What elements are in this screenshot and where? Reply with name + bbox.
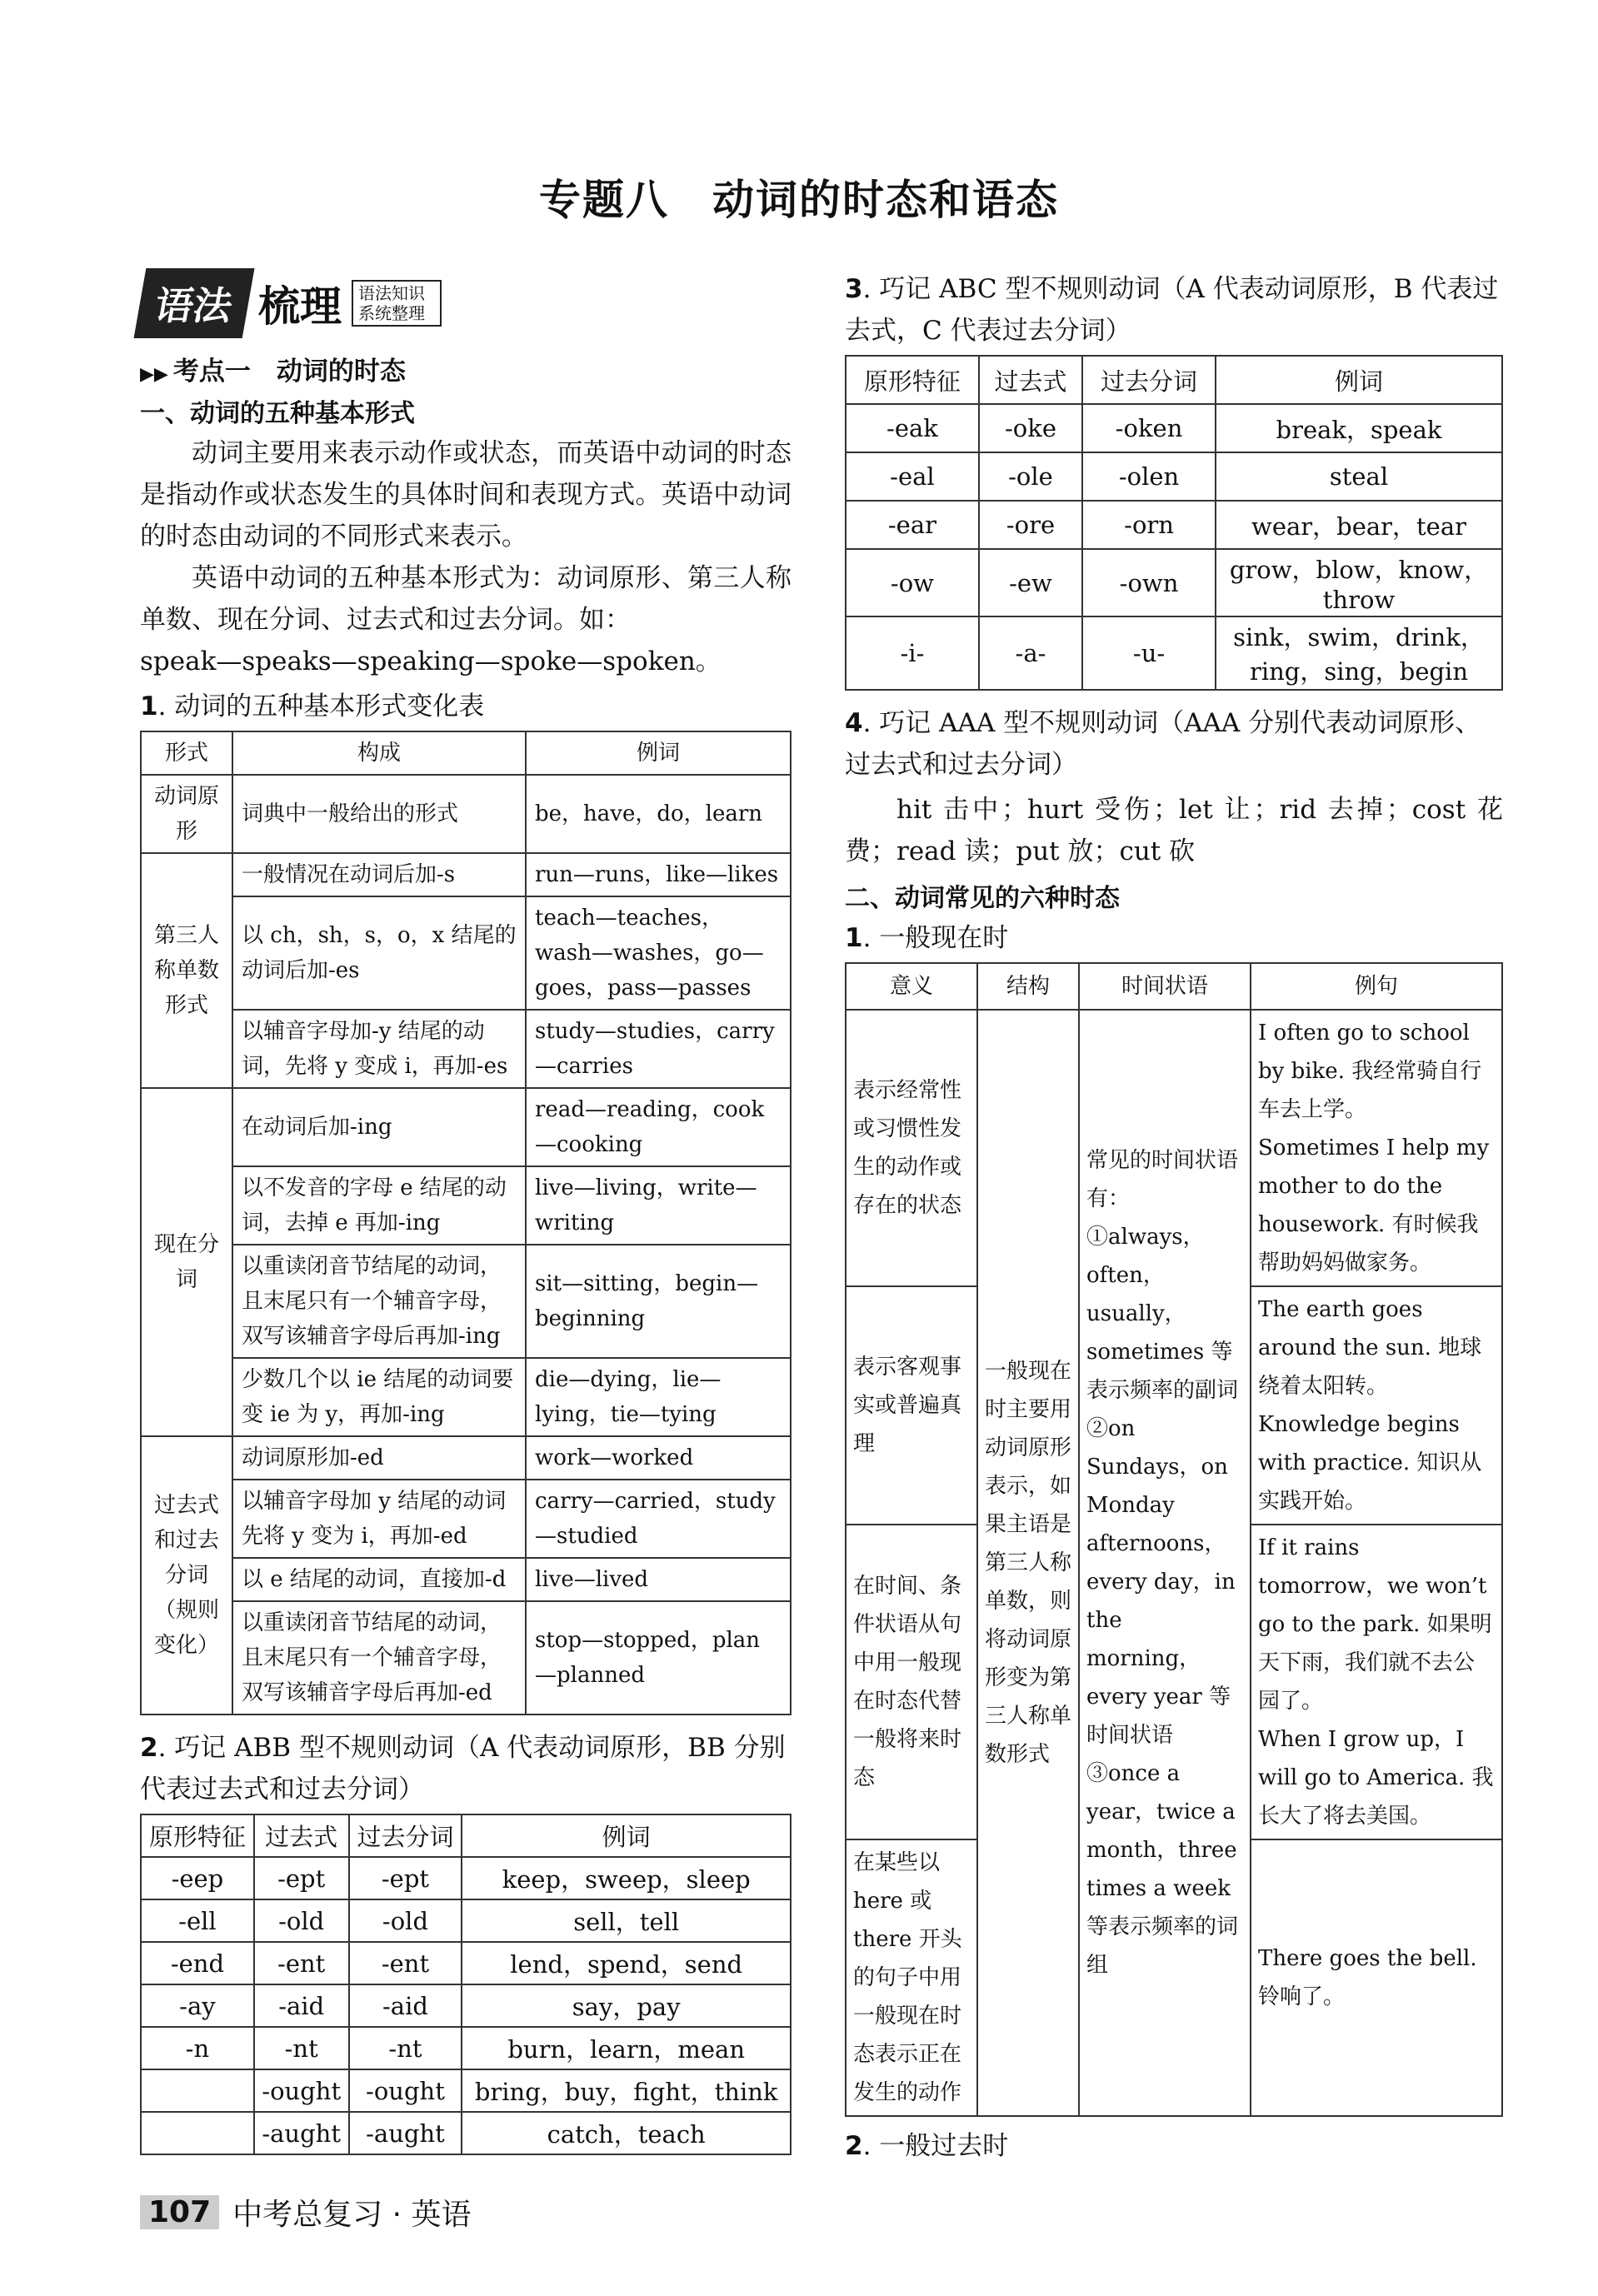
footer-text: 中考总复习 · 英语 — [232, 2198, 472, 2232]
example-cell: carry—carried，study—studied — [526, 1480, 791, 1558]
table-header-row — [141, 1814, 791, 1857]
example-cell: read—reading，cook—cooking — [526, 1088, 791, 1166]
example-sentence: I often go to school by bike. 我经常骑自行车去上学。 — [1258, 1021, 1482, 1122]
table-row — [141, 853, 791, 896]
rule-cell: 以 e 结尾的动词，直接加-d — [232, 1558, 526, 1601]
table-cell: -ew — [979, 549, 1082, 616]
rule-cell: 一般情况在动词后加-s — [232, 853, 526, 896]
table-cell: -end — [141, 1942, 254, 1984]
form-cell: 动词原形 — [141, 775, 232, 853]
table-header: 例词 — [526, 731, 791, 775]
table-cell: -orn — [1082, 501, 1216, 549]
table-header: 原形特征 — [141, 1814, 254, 1857]
part-heading: 二、动词常见的六种时态 — [845, 884, 1120, 913]
rule-cell: 以重读闭音节结尾的动词，且末尾只有一个辅音字母，双写该辅音字母后再加-ing — [232, 1245, 526, 1358]
table-cell: -ought — [349, 2069, 462, 2112]
paragraph: 英语中动词的五种基本形式为：动词原形、第三人称单数、现在分词、过去式和过去分词。如： — [140, 563, 792, 635]
table-header: 意义 — [846, 963, 977, 1010]
table-cell: -eak — [846, 404, 979, 452]
page-title: 专题八 动词的时态和语态 — [539, 175, 1059, 224]
table-row — [141, 1166, 791, 1245]
page-footer — [140, 2191, 472, 2234]
table-header: 过去分词 — [349, 1814, 462, 1857]
example-cell — [1251, 1839, 1502, 2116]
table-cell: -nt — [254, 2027, 349, 2069]
example-cell: be，have，do，learn — [526, 775, 791, 853]
table-cell: -aid — [254, 1984, 349, 2027]
table-cell: -ell — [141, 1899, 254, 1942]
rule-cell: 以不发音的字母 e 结尾的动词，去掉 e 再加-ing — [232, 1166, 526, 1245]
example-sentence: The earth goes around the sun. 地球绕着太阳转。 — [1258, 1297, 1482, 1399]
paragraph: hit 击中；hurt 受伤；let 让；rid 去掉；cost 花费；read 读；put 放；cut 砍 — [845, 795, 1503, 866]
table-cell: -aught — [254, 2112, 349, 2154]
table-cell: -ought — [254, 2069, 349, 2112]
simple-present-table — [845, 962, 1503, 2117]
example-cell — [1251, 1286, 1502, 1525]
example-cell: study—studies，carry—carries — [526, 1010, 791, 1088]
table-row — [141, 2027, 791, 2069]
table-cell: burn，learn，mean — [462, 2027, 791, 2069]
right-column — [845, 265, 1503, 2170]
table-cell: -oken — [1082, 404, 1216, 452]
table-row — [141, 1601, 791, 1715]
table-row — [141, 1010, 791, 1088]
table-cell — [141, 2069, 254, 2112]
table-header: 时间状语 — [1079, 963, 1251, 1010]
table-row — [141, 1088, 791, 1166]
form-cell: 第三人称单数形式 — [141, 853, 232, 1088]
example-sentence: There goes the bell. 铃响了。 — [1258, 1946, 1477, 2009]
table-header-row — [846, 356, 1502, 404]
table-cell: sell，tell — [462, 1899, 791, 1942]
table-cell: -old — [254, 1899, 349, 1942]
form-cell: 过去式和过去分词（规则变化） — [141, 1436, 232, 1715]
table-cell: say，pay — [462, 1984, 791, 2027]
table-cell: grow，blow，know，throw — [1216, 549, 1502, 616]
example-cell: run—runs，like—likes — [526, 853, 791, 896]
meaning-cell: 表示客观事实或普遍真理 — [846, 1286, 977, 1525]
table-row — [846, 616, 1502, 690]
table-cell: -aid — [349, 1984, 462, 2027]
logo-sub-text: 语法知识系统整理 — [352, 280, 442, 327]
table-cell: -ear — [846, 501, 979, 549]
example-cell: work—worked — [526, 1436, 791, 1480]
item-heading: 3. 巧记 ABC 型不规则动词（A 代表动词原形，B 代表过去式，C 代表过去分词） — [845, 274, 1499, 346]
table-row — [846, 1010, 1502, 1286]
meaning-cell: 在时间、条件状语从句中用一般现在时态代替一般将来时态 — [846, 1525, 977, 1839]
table-cell: sink，swim，drink，ring，sing，begin — [1216, 616, 1502, 690]
table-header: 过去分词 — [1082, 356, 1216, 404]
meaning-cell: 在某些以 here 或 there 开头的句子中用一般现在时态表示正在发生的动作 — [846, 1839, 977, 2116]
table-cell: -ent — [349, 1942, 462, 1984]
table-cell: lend，spend，send — [462, 1942, 791, 1984]
table-cell: bring，buy，fight，think — [462, 2069, 791, 2112]
meaning-cell: 表示经常性或习惯性发生的动作或存在的状态 — [846, 1010, 977, 1286]
example-sentence: Sometimes I help my mother to do the housework. 有时候我帮助妈妈做家务。 — [1258, 1136, 1490, 1275]
logo-main-text: 梳理 — [258, 282, 342, 331]
logo-boxed-text: 语法 — [134, 268, 255, 338]
table-header: 例句 — [1251, 963, 1502, 1010]
item-heading: 1. 动词的五种基本形式变化表 — [140, 691, 485, 721]
table-cell: -ole — [979, 452, 1082, 501]
table-cell: -i- — [846, 616, 979, 690]
table-header: 形式 — [141, 731, 232, 775]
table-cell: -nt — [349, 2027, 462, 2069]
item-heading: 2. 巧记 ABB 型不规则动词（A 代表动词原形，BB 分别代表过去式和过去分词） — [140, 1733, 786, 1804]
table-header: 原形特征 — [846, 356, 979, 404]
rule-cell: 少数几个以 ie 结尾的动词要变 ie 为 y，再加-ing — [232, 1358, 526, 1436]
example-cell — [1251, 1010, 1502, 1286]
table-cell: break，speak — [1216, 404, 1502, 452]
table-cell: -ent — [254, 1942, 349, 1984]
left-column — [140, 265, 792, 2155]
table-cell: -eal — [846, 452, 979, 501]
part-heading: 一、动词的五种基本形式 — [140, 399, 415, 428]
table-row — [846, 549, 1502, 616]
table-header-row — [846, 963, 1502, 1010]
structure-cell: 一般现在时主要用动词原形表示，如果主语是第三人称单数，则将动词原形变为第三人称单数形式 — [977, 1010, 1079, 2116]
table-header: 过去式 — [979, 356, 1082, 404]
table-cell: -ept — [254, 1857, 349, 1899]
rule-cell: 在动词后加-ing — [232, 1088, 526, 1166]
double-arrow-icon: ▶▶ — [140, 364, 168, 385]
table-row — [141, 1358, 791, 1436]
item-heading: 1. 一般现在时 — [845, 923, 1009, 953]
table-cell: -oke — [979, 404, 1082, 452]
verb-forms-table — [140, 731, 792, 1715]
page-number: 107 — [140, 2195, 219, 2229]
table-row — [141, 1436, 791, 1480]
example-cell: teach—teaches， wash—washes，go—goes，pass—passes — [526, 896, 791, 1010]
table-header: 例词 — [462, 1814, 791, 1857]
rule-cell: 动词原形加-ed — [232, 1436, 526, 1480]
table-header-row — [141, 731, 791, 775]
table-row — [141, 1558, 791, 1601]
table-row — [141, 1480, 791, 1558]
table-row — [141, 2112, 791, 2154]
example-cell: stop—stopped，plan—planned — [526, 1601, 791, 1715]
table-cell: -olen — [1082, 452, 1216, 501]
item-heading: 4. 巧记 AAA 型不规则动词（AAA 分别代表动词原形、过去式和过去分词） — [845, 708, 1481, 780]
abb-verbs-table — [140, 1814, 792, 2155]
table-row — [846, 404, 1502, 452]
table-row — [141, 2069, 791, 2112]
table-cell: -a- — [979, 616, 1082, 690]
example-cell — [1251, 1525, 1502, 1839]
section-heading: ▶▶ 考点一 动词的时态 — [140, 357, 406, 387]
example-sentence: When I grow up，I will go to America. 我长大了将去美国。 — [1258, 1727, 1494, 1829]
table-cell: keep，sweep，sleep — [462, 1857, 791, 1899]
table-header: 过去式 — [254, 1814, 349, 1857]
section-logo — [140, 265, 792, 342]
table-cell: -ow — [846, 549, 979, 616]
table-row — [141, 1245, 791, 1358]
table-header: 例词 — [1216, 356, 1502, 404]
table-cell: catch，teach — [462, 2112, 791, 2154]
table-row — [141, 1857, 791, 1899]
example-cell: live—lived — [526, 1558, 791, 1601]
table-cell: wear，bear，tear — [1216, 501, 1502, 549]
table-cell: steal — [1216, 452, 1502, 501]
table-cell: -old — [349, 1899, 462, 1942]
rule-cell: 词典中一般给出的形式 — [232, 775, 526, 853]
table-cell: -u- — [1082, 616, 1216, 690]
table-cell: -own — [1082, 549, 1216, 616]
table-row — [141, 896, 791, 1010]
paragraph: 动词主要用来表示动作或状态，而英语中动词的时态是指动作或状态发生的具体时间和表现方式。英语中动词的时态由动词的不同形式来表示。 — [140, 438, 792, 552]
table-row — [141, 1984, 791, 2027]
table-row — [141, 1942, 791, 1984]
rule-cell: 以 ch，sh，s，o，x 结尾的动词后加-es — [232, 896, 526, 1010]
rule-cell: 以重读闭音节结尾的动词，且末尾只有一个辅音字母，双写该辅音字母后再加-ed — [232, 1601, 526, 1715]
example-sentence: Knowledge begins with practice. 知识从实践开始。 — [1258, 1412, 1482, 1514]
time-adverbial-cell: 常见的时间状语有：①always，often，usually，sometimes 等表示频率的副词 ②on Sundays，on Monday afternoons，every day，in the morning，every year 等时间状语 ③once a year，twice a month，three times a week 等表示频率的词组 — [1079, 1010, 1251, 2116]
form-cell: 现在分词 — [141, 1088, 232, 1436]
abc-verbs-table — [845, 355, 1503, 691]
table-row — [141, 775, 791, 853]
table-header: 构成 — [232, 731, 526, 775]
table-row — [846, 452, 1502, 501]
table-row — [846, 501, 1502, 549]
table-cell: -n — [141, 2027, 254, 2069]
rule-cell: 以辅音字母加 y 结尾的动词先将 y 变为 i，再加-ed — [232, 1480, 526, 1558]
example-cell: sit—sitting，begin—beginning — [526, 1245, 791, 1358]
table-cell — [141, 2112, 254, 2154]
example-sentence: If it rains tomorrow，we won’t go to the park. 如果明天下雨，我们就不去公园了。 — [1258, 1535, 1492, 1714]
paragraph-example: speak—speaks—speaking—spoke—spoken。 — [140, 646, 722, 676]
example-cell: die—dying，lie—lying，tie—tying — [526, 1358, 791, 1436]
table-header: 结构 — [977, 963, 1079, 1010]
item-heading: 2. 一般过去时 — [845, 2131, 1009, 2161]
table-cell: -eep — [141, 1857, 254, 1899]
table-cell: -ay — [141, 1984, 254, 2027]
table-cell: -ept — [349, 1857, 462, 1899]
table-cell: -aught — [349, 2112, 462, 2154]
rule-cell: 以辅音字母加-y 结尾的动词，先将 y 变成 i，再加-es — [232, 1010, 526, 1088]
example-cell: live—living，write—writing — [526, 1166, 791, 1245]
table-row — [141, 1899, 791, 1942]
table-cell: -ore — [979, 501, 1082, 549]
